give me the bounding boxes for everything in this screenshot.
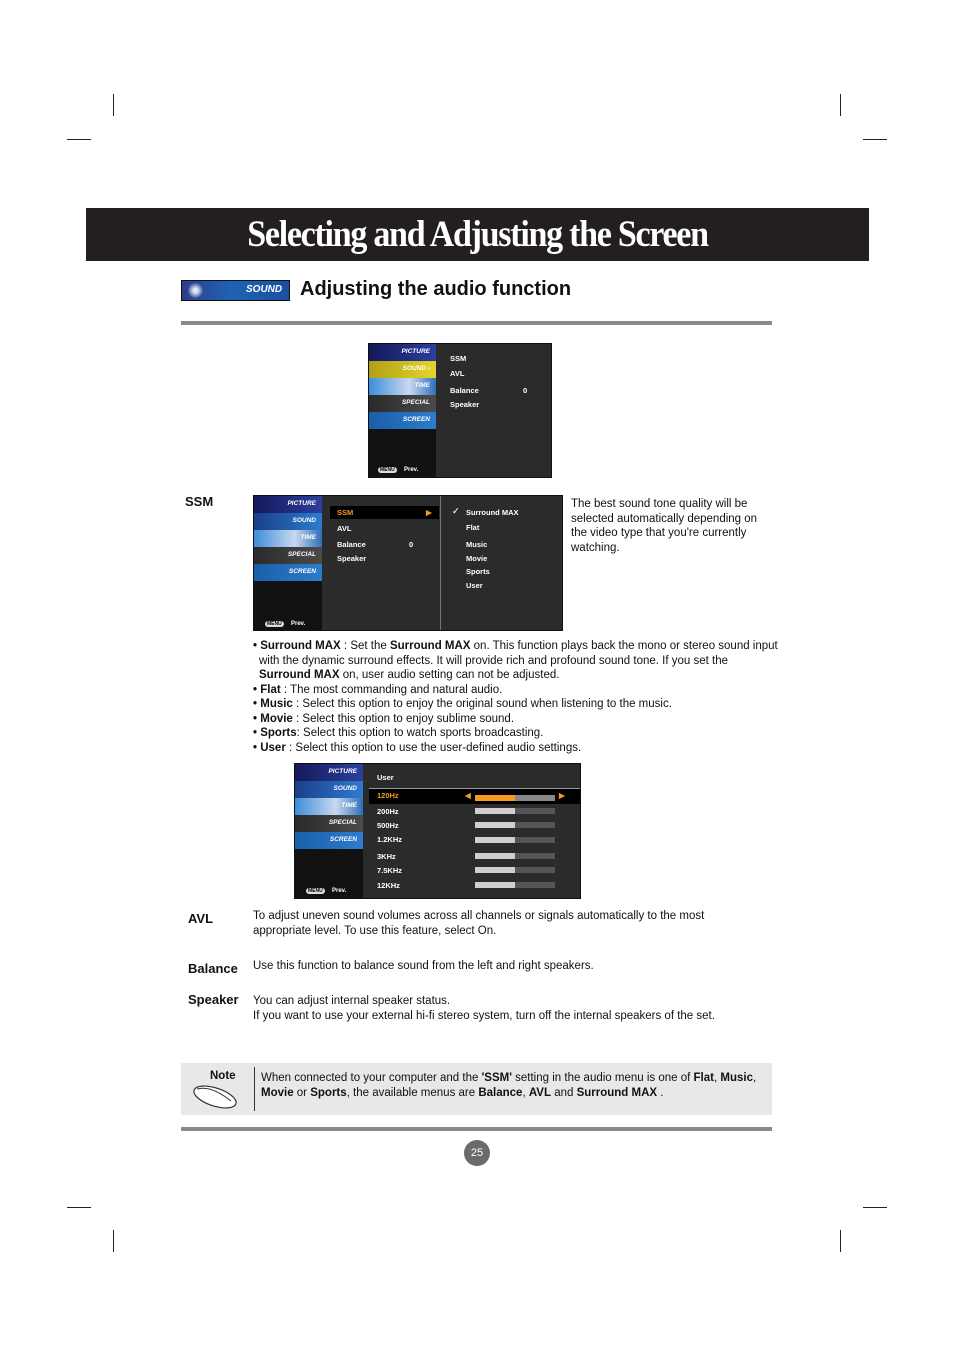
prev-label: Prev.: [404, 467, 419, 473]
prev-label: Prev.: [332, 888, 347, 894]
balance-value: 0: [409, 540, 414, 549]
eq-left-arrow-icon[interactable]: ◀: [465, 791, 471, 800]
eq-band-level: [475, 795, 515, 801]
tab-special[interactable]: SPECIAL: [254, 547, 322, 564]
avl-label: AVL: [188, 911, 214, 926]
top-rule: [181, 321, 772, 325]
tab-sound[interactable]: SOUND ›: [369, 361, 436, 378]
eq-band-level: [475, 882, 515, 888]
option-surround-max[interactable]: Surround MAX: [466, 508, 519, 517]
crop-mark: [67, 139, 91, 140]
osd-ssm-menu: [253, 495, 563, 631]
menu-button[interactable]: MENU: [267, 621, 282, 627]
eq-band-label[interactable]: 200Hz: [377, 807, 399, 816]
eq-title: User: [377, 773, 394, 782]
bullet-sports: • Sports: Select this option to watch sports broadcasting.: [253, 727, 544, 739]
eq-band-slider[interactable]: [475, 867, 555, 873]
bottom-rule: [181, 1127, 772, 1131]
crop-mark: [863, 139, 887, 140]
option-sports[interactable]: Sports: [466, 567, 490, 576]
tab-screen[interactable]: SCREEN: [369, 412, 436, 429]
ssm-options-list: [253, 639, 788, 755]
tab-sound[interactable]: SOUND: [254, 513, 322, 530]
bullet-user: • User : Select this option to use the user-defined audio settings.: [253, 741, 582, 754]
eq-band-label[interactable]: 3KHz: [377, 852, 396, 861]
osd-tab-column: [295, 764, 363, 898]
page-number: 25: [464, 1140, 490, 1166]
section-title: Adjusting the audio function: [300, 278, 572, 300]
menu-item-balance[interactable]: Balance: [450, 386, 479, 395]
crop-mark: [863, 1207, 887, 1208]
eq-band-label[interactable]: 120Hz: [377, 791, 399, 800]
menu-button[interactable]: MENU: [380, 467, 395, 473]
bullet-surround-max-line3: Surround MAX on, user audio setting can not be adjusted.: [259, 669, 560, 681]
option-user[interactable]: User: [466, 581, 483, 590]
tab-time[interactable]: TIME: [369, 378, 436, 395]
ssm-description: The best sound tone quality will be selected automatically depending on the video type that you're currently watching.: [571, 498, 758, 554]
header-band: [86, 208, 869, 261]
submenu-arrow-icon: ▶: [426, 508, 432, 517]
eq-band-slider[interactable]: [475, 853, 555, 859]
eq-band-level: [475, 837, 515, 843]
tab-time[interactable]: TIME: [295, 798, 363, 815]
page-title: Selecting and Adjusting the Screen: [247, 214, 708, 255]
eq-band-label[interactable]: 12KHz: [377, 881, 400, 890]
menu-item-ssm[interactable]: SSM: [450, 354, 467, 363]
option-movie[interactable]: Movie: [466, 554, 488, 563]
eq-band-level: [475, 853, 515, 859]
speaker-description: You can adjust internal speaker status. If you want to use your external hi-fi stereo system, turn off the internal speakers of the set.: [253, 995, 715, 1022]
note-divider: [254, 1067, 255, 1111]
tab-time[interactable]: TIME: [254, 530, 322, 547]
tab-picture[interactable]: PICTURE: [295, 764, 363, 781]
crop-mark: [113, 94, 114, 116]
eq-band-level: [475, 808, 515, 814]
sound-tag: [181, 280, 290, 301]
sound-knob-icon: [188, 283, 203, 298]
tab-screen[interactable]: SCREEN: [295, 832, 363, 849]
menu-item-speaker[interactable]: Speaker: [450, 400, 480, 409]
note-text: When connected to your computer and the 'SSM' setting in the audio menu is one of Flat, Music, Movie or Sports, the available menus are Balance, AVL and Surround MAX .: [261, 1072, 757, 1099]
avl-description: To adjust uneven sound volumes across all channels or signals automatically to the most appropriate level. To use this feature, select On.: [253, 910, 705, 937]
osd-tab-column: [254, 496, 322, 630]
bullet-surround-max-line2: with the dynamic surround effects. It will provide rich and profound sound tone. If you set the: [259, 654, 728, 667]
tab-picture[interactable]: PICTURE: [254, 496, 322, 513]
ssm-label: SSM: [185, 494, 214, 509]
menu-item-avl[interactable]: AVL: [450, 369, 465, 378]
menu-button[interactable]: MENU: [308, 888, 323, 894]
bullet-flat: • Flat : The most commanding and natural audio.: [253, 683, 503, 696]
bullet-surround-max: • Surround MAX : Set the Surround MAX on. This function plays back the mono or stereo sound input: [253, 640, 778, 652]
eq-band-level: [475, 867, 515, 873]
osd-eq-menu: [294, 763, 581, 899]
balance-label: Balance: [188, 961, 238, 976]
eq-band-slider[interactable]: [475, 837, 555, 843]
menu-item-balance[interactable]: Balance: [337, 540, 366, 549]
eq-band-level: [475, 822, 515, 828]
tab-screen[interactable]: SCREEN: [254, 564, 322, 581]
tab-picture[interactable]: PICTURE: [369, 344, 436, 361]
menu-item-ssm[interactable]: SSM: [337, 508, 354, 517]
eq-band-slider[interactable]: [475, 808, 555, 814]
eq-band-slider[interactable]: [475, 822, 555, 828]
sound-tag-label: SOUND: [246, 284, 283, 295]
eq-band-label[interactable]: 500Hz: [377, 821, 399, 830]
option-music[interactable]: Music: [466, 540, 488, 549]
eq-band-label[interactable]: 7.5KHz: [377, 866, 403, 875]
eq-band-slider[interactable]: [475, 882, 555, 888]
crop-mark: [840, 94, 841, 116]
bullet-movie: • Movie : Select this option to enjoy sublime sound.: [253, 712, 515, 725]
eq-right-arrow-icon[interactable]: ▶: [559, 791, 565, 800]
tab-special[interactable]: SPECIAL: [369, 395, 436, 412]
menu-item-speaker[interactable]: Speaker: [337, 554, 367, 563]
crop-mark: [113, 1230, 114, 1252]
note-label: Note: [210, 1070, 236, 1082]
prev-label: Prev.: [291, 621, 306, 627]
crop-mark: [67, 1207, 91, 1208]
pen-note-icon: [189, 1083, 245, 1109]
note-box: [181, 1063, 772, 1115]
tab-sound[interactable]: SOUND: [295, 781, 363, 798]
submenu-divider: [440, 496, 441, 630]
menu-item-avl[interactable]: AVL: [337, 524, 352, 533]
speaker-label: Speaker: [188, 992, 239, 1007]
tab-special[interactable]: SPECIAL: [295, 815, 363, 832]
bullet-music: • Music : Select this option to enjoy the original sound when listening to the music.: [253, 698, 672, 710]
balance-description: Use this function to balance sound from the left and right speakers.: [253, 960, 594, 972]
osd-main-menu: [368, 343, 552, 478]
eq-band-slider[interactable]: [475, 795, 555, 801]
balance-value: 0: [523, 386, 528, 395]
eq-band-label[interactable]: 1.2KHz: [377, 835, 403, 844]
checkmark-icon: ✓: [452, 506, 460, 516]
option-flat[interactable]: Flat: [466, 523, 480, 532]
crop-mark: [840, 1230, 841, 1252]
osd-tab-column: [369, 344, 436, 477]
